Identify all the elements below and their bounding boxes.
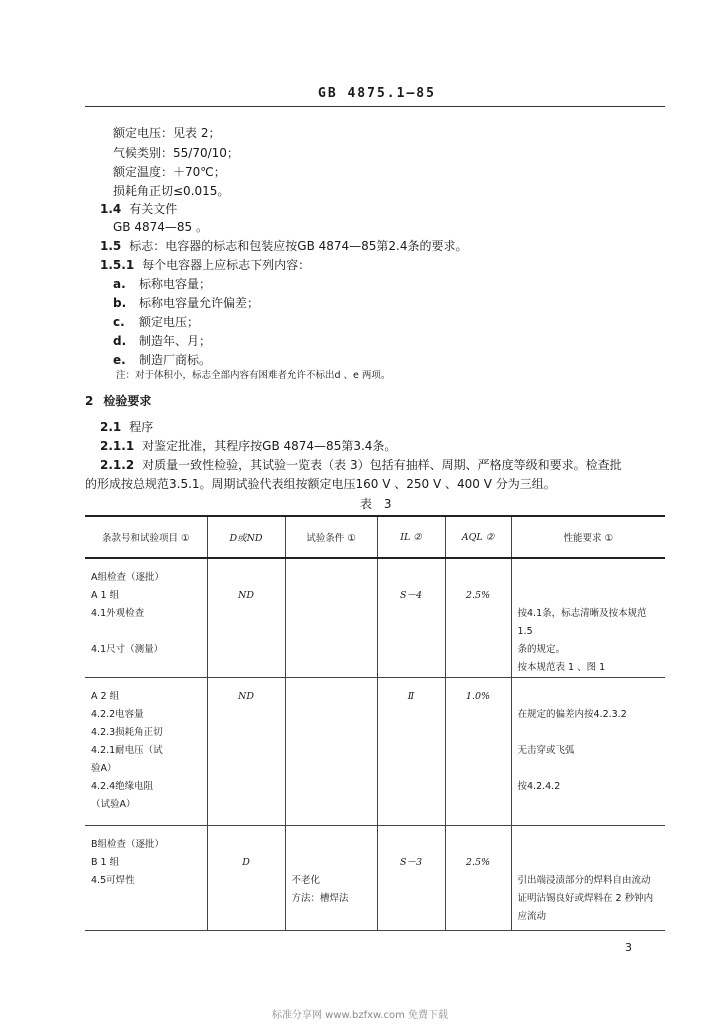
cell-text: B组检查（逐批） [91,839,165,850]
col-header-clause: 条款号和试验项目 ① [101,533,190,544]
spec-rated-temperature: 额定温度：＋70℃； [113,165,226,179]
section-1-4-body: GB 4874—85 。 [113,220,208,234]
cell-text [384,569,439,587]
cell-text: 4.1尺寸（测量） [91,644,164,655]
cell-text [518,760,660,778]
cell-text: 证明沾锡良好或焊料在 2 秒钟内 [517,893,654,904]
col-header-conditions: 试验条件 ① [285,516,377,558]
col-header-il: IL ② [377,516,445,558]
cell-text [518,688,660,706]
section-1-5 [100,238,468,254]
cell-text: 按本规范表 1 、图 1 [517,662,606,673]
spec-loss-tangent: 损耗角正切≤0.015。 [113,184,230,198]
cell-text: ND [238,590,254,601]
cell-text [214,836,279,854]
cell-text [214,569,279,587]
cell-text: S－3 [399,857,423,868]
section-number: 1.5.1 [100,258,135,272]
table-cell [285,826,377,931]
table-cell [377,678,445,826]
section-text: 标志：电容器的标志和包装应按GB 4874—85第2.4条的要求。 [129,239,468,253]
mark-item-a: a. 标称电容量； [113,277,212,291]
cell-text: 4.5可焊性 [91,875,135,886]
cell-text: 4.2.2电容量 [91,709,144,720]
table-cell [207,678,285,826]
table-cell [511,558,665,678]
section-number: 1.5 [100,239,122,253]
table-row [85,558,665,678]
section-number: 1.4 [100,202,122,216]
section-text: 每个电容器上应标志下列内容： [142,258,311,272]
cell-text: 不老化 [291,875,321,886]
table-cell [207,558,285,678]
section-number: 2.1.1 [100,439,135,453]
cell-text [91,623,201,641]
table-cell [207,826,285,931]
table-cell [85,826,207,931]
cell-text: 4.2.1耐电压（试 [91,745,163,756]
col-header-requirements: 性能要求 ① [511,516,665,558]
cell-text: 2.5% [465,590,491,601]
table-caption: 表 3 [360,497,396,511]
section-2-1-2 [100,457,622,473]
table-header-row [85,516,665,558]
cell-text: A组检查（逐批） [91,572,164,583]
table-cell [445,678,511,826]
cell-text: 4.1外观检查 [91,608,145,619]
cell-text: 应流动 [517,911,547,922]
section-number: 2.1.2 [100,458,135,472]
cell-text: 按4.2.4.2 [517,781,561,792]
cell-text: 无击穿或飞弧 [517,745,575,756]
cell-text: B 1 组 [91,857,120,868]
mark-item-b: b. 标称电容量允许偏差； [113,296,260,310]
spec-climate-category: 气候类别：55/70/10； [113,146,239,160]
table-cell [285,678,377,826]
col-header-d-nd: D或ND [207,516,285,558]
cell-text: 条的规定。 [517,644,566,655]
cell-text: 2.5% [465,857,491,868]
cell-text: A 2 组 [91,691,120,702]
table-row [85,678,665,826]
section-1-5-1 [100,257,310,273]
table-cell [377,826,445,931]
cell-text: 4.2.3损耗角正切 [91,727,163,738]
cell-text [518,587,660,605]
cell-text [518,724,660,742]
mark-item-c: c. 额定电压； [113,315,200,329]
cell-text: 4.2.4绝缘电阻 [91,781,154,792]
mark-item-d: d. 制造年、月； [113,334,212,348]
col-header-aql: AQL ② [445,516,511,558]
table-cell [445,826,511,931]
cell-text: 验A） [91,763,117,774]
section-2-heading: 2 检验要求 [85,394,152,408]
cell-text: 1.0% [465,691,491,702]
cell-text [452,569,505,587]
cell-text [292,836,371,854]
section-number: 2.1 [100,420,122,434]
section-text: 对鉴定批准，其程序按GB 4874—85第3.4条。 [142,439,397,453]
section-2-1-1 [100,438,396,454]
section-text: 对质量一致性检验，其试验一览表（表 3）包括有抽样、周期、严格度等级和要求。检查批 [142,458,622,472]
table-cell [511,678,665,826]
cell-text: 按4.1条，标志清晰及按本规范1.5 [517,608,647,637]
cell-text: S－4 [399,590,423,601]
section-title: 程序 [129,420,154,434]
cell-text: ND [238,691,254,702]
table-cell [285,558,377,678]
section-title: 有关文件 [129,202,178,216]
section-2-1 [100,419,153,435]
section-1-4-heading [100,201,177,217]
footer-watermark: 标准分享网 www.bzfxw.com 免费下载 [272,1010,448,1021]
cell-text [518,854,660,872]
cell-text: （试验A） [91,799,136,810]
cell-text [518,836,660,854]
spec-rated-voltage: 额定电压：见表 2； [113,126,221,140]
table-cell [445,558,511,678]
table-row [85,826,665,931]
table-cell [85,678,207,826]
page-header: GB 4875.1—85 [318,86,436,101]
cell-text [452,836,505,854]
cell-text: 在规定的偏差内按4.2.3.2 [517,709,627,720]
cell-text: Ⅱ [407,691,415,702]
table-cell [511,826,665,931]
cell-text: A 1 组 [91,590,120,601]
section-2-1-2-cont: 的形成按总规范3.5.1。周期试验代表组按额定电压160 V 、250 V 、400 V 分为三组。 [85,477,556,491]
header-rule [85,106,665,107]
cell-text: 引出端浸渍部分的焊料自由流动 [517,875,651,886]
cell-text [518,569,660,587]
table-cell [85,558,207,678]
cell-text: 方法：槽焊法 [291,893,349,904]
cell-text: D [242,857,250,868]
cell-text [292,854,371,872]
table-cell [377,558,445,678]
inspection-table [85,515,665,931]
cell-text [384,836,439,854]
page-number: 3 [625,941,632,954]
mark-item-e: e. 制造厂商标。 [113,353,212,367]
marking-note: 注：对于体积小，标志全部内容有困难者允许不标出d 、e 两项。 [116,370,391,381]
